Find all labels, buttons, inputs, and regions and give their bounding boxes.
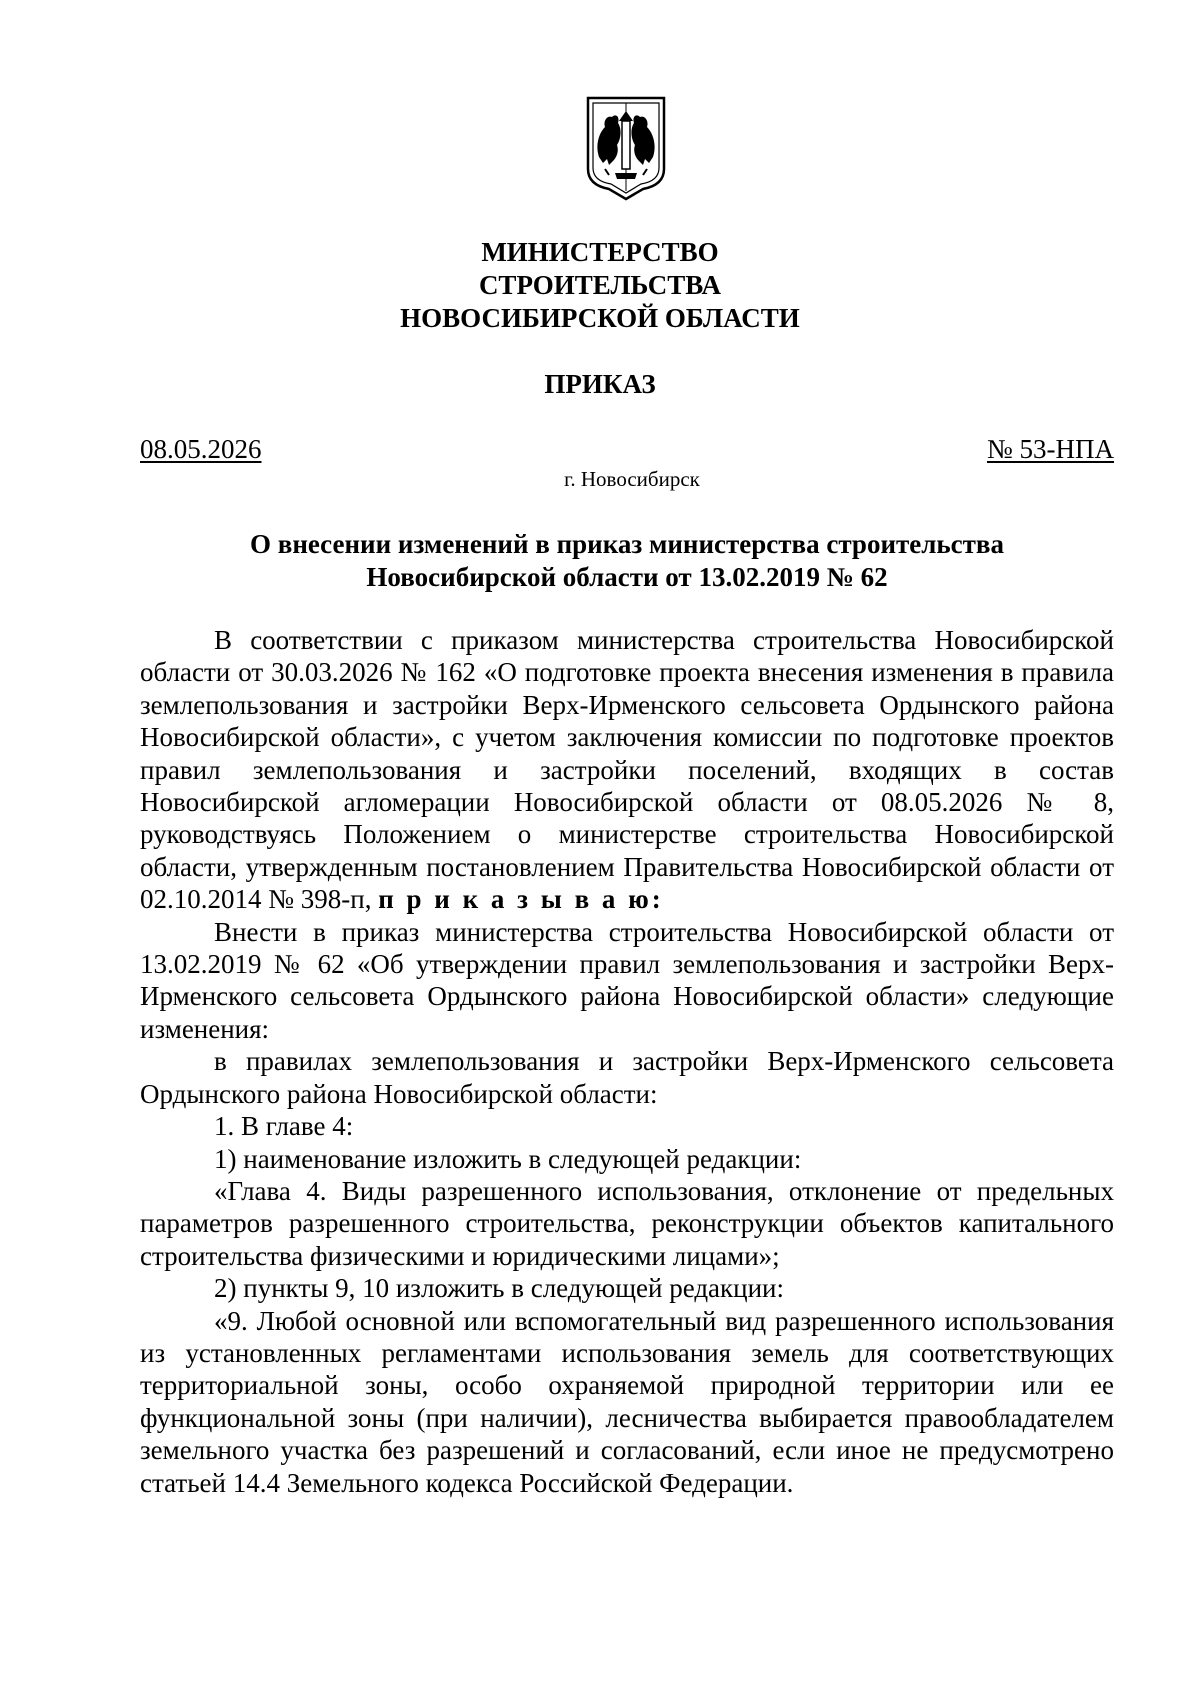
paragraph-preamble <box>140 624 1114 916</box>
paragraph-rules-scope: в правилах землепользования и застройки Верх-Ирменского сельсовета Ордынского района Новосибирской области: <box>140 1046 1114 1109</box>
document-body <box>140 624 1114 1499</box>
title-line-2: Новосибирской области от 13.02.2019 № 62 <box>366 562 888 592</box>
document-title <box>140 528 1114 594</box>
ministry-name-line-2: СТРОИТЕЛЬСТВА <box>478 270 722 300</box>
preamble-text: В соответствии с приказом министерства строительства Новосибирской области от 30.03.2026 № 162 «О подготовке проекта внесения изменения в правила землепользования и застройки Верх-Ирменского сельсовета Ордынского района Новосибирской области», с учетом заключения комиссии по подготовке проектов правил землепользования и застройки поселений, входящих в состав Новосибирской агломерации Новосибирской области от 08.05.2026 № 8, руководствуясь Положением о министерстве строительства Новосибирской области, утвержденным постановлением Правительства Новосибирской области от 02.10.2014 № 398-п, <box>140 625 1114 915</box>
title-line-1: О внесении изменений в приказ министерства строительства <box>249 529 1005 559</box>
paragraph-item-1: 1) наименование изложить в следующей редакции: <box>214 1143 802 1174</box>
paragraph-chapter-title: «Глава 4. Виды разрешенного использования, отклонение от предельных параметров разрешенного строительства, реконструкции объектов капитального строительства физическими и юридическими лицами»; <box>140 1175 1114 1271</box>
paragraph-item-2: 2) пункты 9, 10 изложить в следующей редакции: <box>214 1273 785 1304</box>
ministry-name-line-1: МИНИСТЕРСТВО <box>481 237 719 267</box>
paragraph-chapter-ref: 1. В главе 4: <box>214 1111 354 1142</box>
ministry-name-line-3: НОВОСИБИРСКОЙ ОБЛАСТИ <box>400 303 800 333</box>
coat-of-arms-icon <box>585 95 667 202</box>
document-number: № 53-НПА <box>987 434 1114 464</box>
document-type: ПРИКАЗ <box>544 369 656 399</box>
document-date: 08.05.2026 <box>140 434 262 464</box>
paragraph-amendment-intro: Внести в приказ министерства строительства Новосибирской области от 13.02.2019 № 62 «Об утверждении правил землепользования и застройки Верх-Ирменского сельсовета Ордынского района Новосибирской области» следующие изменения: <box>140 916 1114 1044</box>
order-directive: п р и к а з ы в а ю: <box>378 884 664 915</box>
document-city: г. Новосибирск <box>564 467 700 491</box>
paragraph-point-9: «9. Любой основной или вспомогательный вид разрешенного использования из установленных регламентами использования земель для соответствующих территориальной зоны, особо охраняемой природной территории или ее функциональной зоны (при наличии), лесничества выбирается правообладателем земельного участка без разрешений и согласований, если иное не предусмотрено статьей 14.4 Земельного кодекса Российской Федерации. <box>140 1305 1114 1498</box>
